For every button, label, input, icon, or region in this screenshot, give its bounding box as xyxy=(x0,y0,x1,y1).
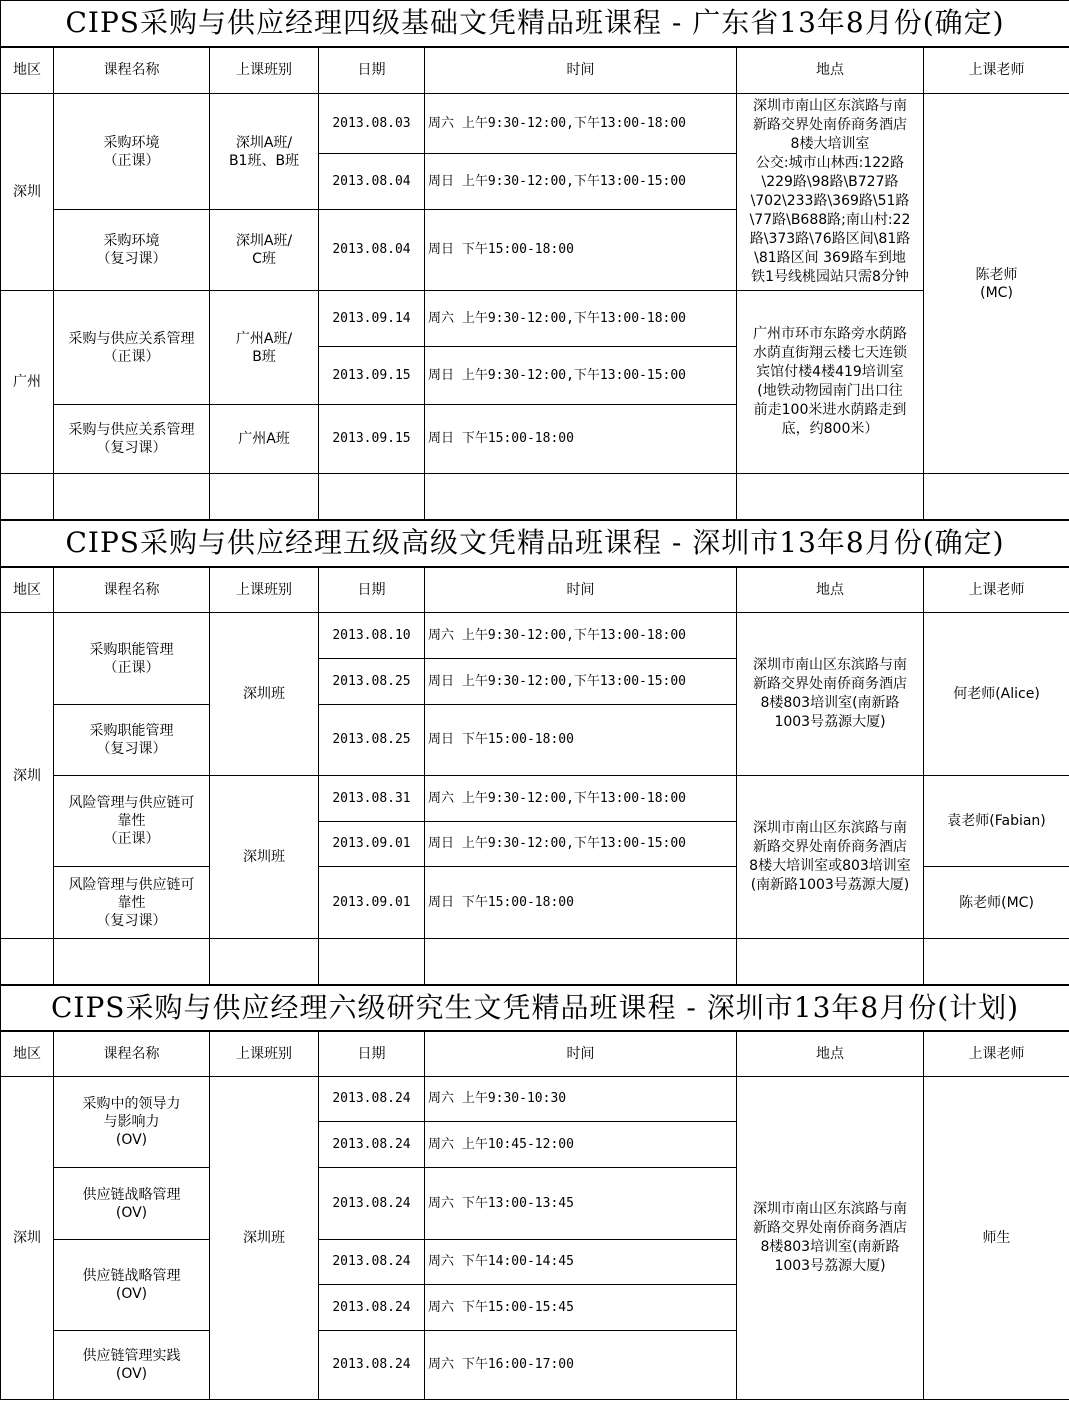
time-cell: 周日 下午15:00-18:00 xyxy=(425,867,737,939)
header-location: 地点 xyxy=(737,567,924,613)
location-line: 8楼大培训室 xyxy=(790,136,870,152)
header-time: 时间 xyxy=(425,567,737,613)
course-type: （复习课） xyxy=(96,440,167,456)
course-name: 采购与供应关系管理 xyxy=(68,422,195,438)
course-name: 风险管理与供应链可 xyxy=(68,876,195,893)
date-cell: 2013.08.25 xyxy=(319,659,425,705)
location-line: 8楼803培训室(南新路 xyxy=(760,695,900,711)
header-region: 地区 xyxy=(1,47,54,94)
teacher-cell: 何老师(Alice) xyxy=(924,613,1069,776)
course-type: (OV) xyxy=(115,1132,148,1148)
date-cell: 2013.08.24 xyxy=(319,1331,425,1400)
region-cell: 深圳 xyxy=(1,94,54,291)
location-line: 广州市环市东路旁水荫路 xyxy=(753,326,907,342)
region-cell: 深圳 xyxy=(1,1077,54,1400)
section1-header-row xyxy=(1,47,1069,94)
location-line: 新路交界处南侨商务酒店 xyxy=(753,117,907,133)
date-cell: 2013.09.15 xyxy=(319,405,425,474)
header-location: 地点 xyxy=(737,1031,924,1077)
time-cell: 周日 上午9:30-12:00,下午13:00-15:00 xyxy=(425,347,737,405)
course-type: （正课） xyxy=(103,348,160,365)
location-line: 宾馆付楼4楼419培训室 xyxy=(756,364,904,380)
teacher-cell: 袁老师(Fabian) xyxy=(924,776,1069,867)
class-line: 广州A班/ xyxy=(235,330,293,347)
location-line: (地铁动物园南门出口往 xyxy=(757,383,903,399)
class-cell xyxy=(210,94,319,210)
time-cell: 周六 下午15:00-15:45 xyxy=(425,1285,737,1331)
course-cell xyxy=(54,705,210,776)
time-cell: 周六 下午16:00-17:00 xyxy=(425,1331,737,1400)
table-row xyxy=(1,291,1069,347)
section3-title: CIPS采购与供应经理六级研究生文凭精品班课程 - 深圳市13年8月份(计划) xyxy=(1,985,1069,1031)
header-location: 地点 xyxy=(737,47,924,94)
location-line: 水荫直街翔云楼七天连锁 xyxy=(753,345,907,361)
time-cell: 周六 下午14:00-14:45 xyxy=(425,1240,737,1285)
course-cell xyxy=(54,1240,210,1331)
date-cell: 2013.08.24 xyxy=(319,1077,425,1122)
location-line: \229路\98路\B727路 xyxy=(761,174,899,190)
time-cell: 周日 下午15:00-18:00 xyxy=(425,210,737,291)
date-cell: 2013.08.24 xyxy=(319,1168,425,1240)
class-line: B班 xyxy=(252,348,276,365)
table-row xyxy=(1,776,1069,822)
section2-title: CIPS采购与供应经理五级高级文凭精品班课程 - 深圳市13年8月份(确定) xyxy=(1,520,1069,567)
location-line: 深圳市南山区东滨路与南 xyxy=(753,98,907,114)
teacher-cell: 师生 xyxy=(924,1077,1069,1400)
date-cell: 2013.08.10 xyxy=(319,613,425,659)
time-cell: 周日 上午9:30-12:00,下午13:00-15:00 xyxy=(425,154,737,210)
course-name: 采购中的领导力 xyxy=(82,1096,181,1112)
class-cell: 深圳班 xyxy=(210,776,319,939)
course-type: （正课） xyxy=(103,659,160,676)
time-cell: 周日 下午15:00-18:00 xyxy=(425,405,737,474)
header-date: 日期 xyxy=(319,47,425,94)
course-type: （正课） xyxy=(103,152,160,169)
location-line: 底，约800米） xyxy=(781,421,879,437)
teacher-cell xyxy=(924,94,1069,474)
header-time: 时间 xyxy=(425,47,737,94)
course-name: 供应链战略管理 xyxy=(82,1186,181,1203)
date-cell: 2013.09.14 xyxy=(319,291,425,347)
date-cell: 2013.08.24 xyxy=(319,1122,425,1168)
course-name: 供应链战略管理 xyxy=(82,1268,181,1284)
header-teacher: 上课老师 xyxy=(924,1031,1069,1077)
location-cell xyxy=(737,613,924,776)
course-cell xyxy=(54,291,210,405)
date-cell: 2013.08.03 xyxy=(319,94,425,154)
course-type: （复习课） xyxy=(96,251,167,267)
table-row xyxy=(1,94,1069,154)
course-type: (OV) xyxy=(115,1204,148,1221)
time-cell: 周六 上午9:30-10:30 xyxy=(425,1077,737,1122)
location-line: 深圳市南山区东滨路与南 xyxy=(753,1201,907,1217)
location-line: 前走100米进水荫路走到 xyxy=(753,402,907,418)
course-type: （正课） xyxy=(103,831,160,847)
date-cell: 2013.08.24 xyxy=(319,1240,425,1285)
course-cell xyxy=(54,210,210,291)
date-cell: 2013.09.15 xyxy=(319,347,425,405)
table-row xyxy=(1,1077,1069,1122)
section2-header-row xyxy=(1,567,1069,613)
region-cell: 广州 xyxy=(1,291,54,474)
time-cell: 周六 下午13:00-13:45 xyxy=(425,1168,737,1240)
header-region: 地区 xyxy=(1,1031,54,1077)
course-name: 靠性 xyxy=(117,894,146,911)
course-name: 采购职能管理 xyxy=(89,641,174,658)
course-name: 供应链管理实践 xyxy=(82,1348,181,1364)
class-line: 深圳A班/ xyxy=(235,233,293,249)
teacher-name: (MC) xyxy=(980,284,1013,301)
course-cell xyxy=(54,776,210,867)
course-cell xyxy=(54,94,210,210)
class-line: B1班、B班 xyxy=(228,152,300,169)
date-cell: 2013.08.31 xyxy=(319,776,425,822)
course-type: （复习课） xyxy=(96,912,167,929)
course-name: 风险管理与供应链可 xyxy=(68,795,195,811)
spacer-row xyxy=(1,939,1069,985)
location-line: \77路\B688路;南山村:22 xyxy=(749,212,911,228)
class-cell: 深圳班 xyxy=(210,1077,319,1400)
course-cell xyxy=(54,1168,210,1240)
header-class: 上课班别 xyxy=(210,1031,319,1077)
time-cell: 周日 上午9:30-12:00,下午13:00-15:00 xyxy=(425,822,737,867)
class-cell xyxy=(210,291,319,405)
date-cell: 2013.08.04 xyxy=(319,154,425,210)
location-line: 1003号荔源大厦) xyxy=(774,714,886,730)
location-line: (南新路1003号荔源大厦) xyxy=(750,877,910,893)
time-cell: 周六 上午9:30-12:00,下午13:00-18:00 xyxy=(425,613,737,659)
location-cell xyxy=(737,94,924,291)
spacer-row xyxy=(1,474,1069,520)
class-cell xyxy=(210,210,319,291)
header-course: 课程名称 xyxy=(54,567,210,613)
section3-header-row xyxy=(1,1031,1069,1077)
location-line: 铁1号线桃园站只需8分钟 xyxy=(751,269,909,285)
header-teacher: 上课老师 xyxy=(924,47,1069,94)
header-time: 时间 xyxy=(425,1031,737,1077)
time-cell: 周六 上午9:30-12:00,下午13:00-18:00 xyxy=(425,291,737,347)
date-cell: 2013.08.04 xyxy=(319,210,425,291)
location-cell xyxy=(737,291,924,474)
course-cell xyxy=(54,1331,210,1400)
date-cell: 2013.08.24 xyxy=(319,1285,425,1331)
header-course: 课程名称 xyxy=(54,47,210,94)
header-region: 地区 xyxy=(1,567,54,613)
course-cell xyxy=(54,867,210,939)
class-line: 深圳A班/ xyxy=(235,134,293,151)
class-line: C班 xyxy=(252,251,276,267)
course-name: 采购环境 xyxy=(103,134,160,151)
teacher-cell: 陈老师(MC) xyxy=(924,867,1069,939)
course-cell xyxy=(54,405,210,474)
time-cell: 周日 下午15:00-18:00 xyxy=(425,705,737,776)
time-cell: 周六 上午9:30-12:00,下午13:00-18:00 xyxy=(425,94,737,154)
header-class: 上课班别 xyxy=(210,47,319,94)
class-cell: 深圳班 xyxy=(210,613,319,776)
location-line: 路\373路\76路区间\81路 xyxy=(749,231,911,247)
location-line: 公交:城市山林西:122路 xyxy=(755,155,905,171)
date-cell: 2013.09.01 xyxy=(319,867,425,939)
course-name: 靠性 xyxy=(117,813,146,829)
section1-title: CIPS采购与供应经理四级基础文凭精品班课程 - 广东省13年8月份(确定) xyxy=(1,1,1069,47)
course-type: (OV) xyxy=(115,1366,148,1382)
course-type: （复习课） xyxy=(96,741,167,757)
location-line: 深圳市南山区东滨路与南 xyxy=(753,820,907,836)
teacher-name: 陈老师 xyxy=(975,266,1018,283)
course-name: 采购环境 xyxy=(103,233,160,249)
course-name: 采购与供应关系管理 xyxy=(68,330,195,347)
header-date: 日期 xyxy=(319,567,425,613)
time-cell: 周六 上午10:45-12:00 xyxy=(425,1122,737,1168)
class-cell: 广州A班 xyxy=(210,405,319,474)
course-cell xyxy=(54,1077,210,1168)
location-line: \81路区间 369路车到地 xyxy=(754,250,906,266)
region-cell: 深圳 xyxy=(1,613,54,939)
location-line: 新路交界处南侨商务酒店 xyxy=(753,676,907,692)
date-cell: 2013.09.01 xyxy=(319,822,425,867)
location-line: 深圳市南山区东滨路与南 xyxy=(753,657,907,673)
time-cell: 周日 上午9:30-12:00,下午13:00-15:00 xyxy=(425,659,737,705)
header-class: 上课班别 xyxy=(210,567,319,613)
location-line: 1003号荔源大厦) xyxy=(774,1258,886,1274)
course-name: 与影响力 xyxy=(103,1114,160,1130)
location-line: \702\233路\369路\51路 xyxy=(750,193,910,209)
location-line: 8楼大培训室或803培训室 xyxy=(749,858,911,874)
location-line: 新路交界处南侨商务酒店 xyxy=(753,1220,907,1236)
location-line: 8楼803培训室(南新路 xyxy=(760,1239,900,1255)
course-cell xyxy=(54,613,210,705)
table-row xyxy=(1,613,1069,659)
date-cell: 2013.08.25 xyxy=(319,705,425,776)
header-course: 课程名称 xyxy=(54,1031,210,1077)
time-cell: 周六 上午9:30-12:00,下午13:00-18:00 xyxy=(425,776,737,822)
location-line: 新路交界处南侨商务酒店 xyxy=(753,839,907,855)
header-teacher: 上课老师 xyxy=(924,567,1069,613)
course-type: (OV) xyxy=(115,1286,148,1302)
location-cell xyxy=(737,1077,924,1400)
location-cell xyxy=(737,776,924,939)
header-date: 日期 xyxy=(319,1031,425,1077)
course-name: 采购职能管理 xyxy=(89,723,174,739)
